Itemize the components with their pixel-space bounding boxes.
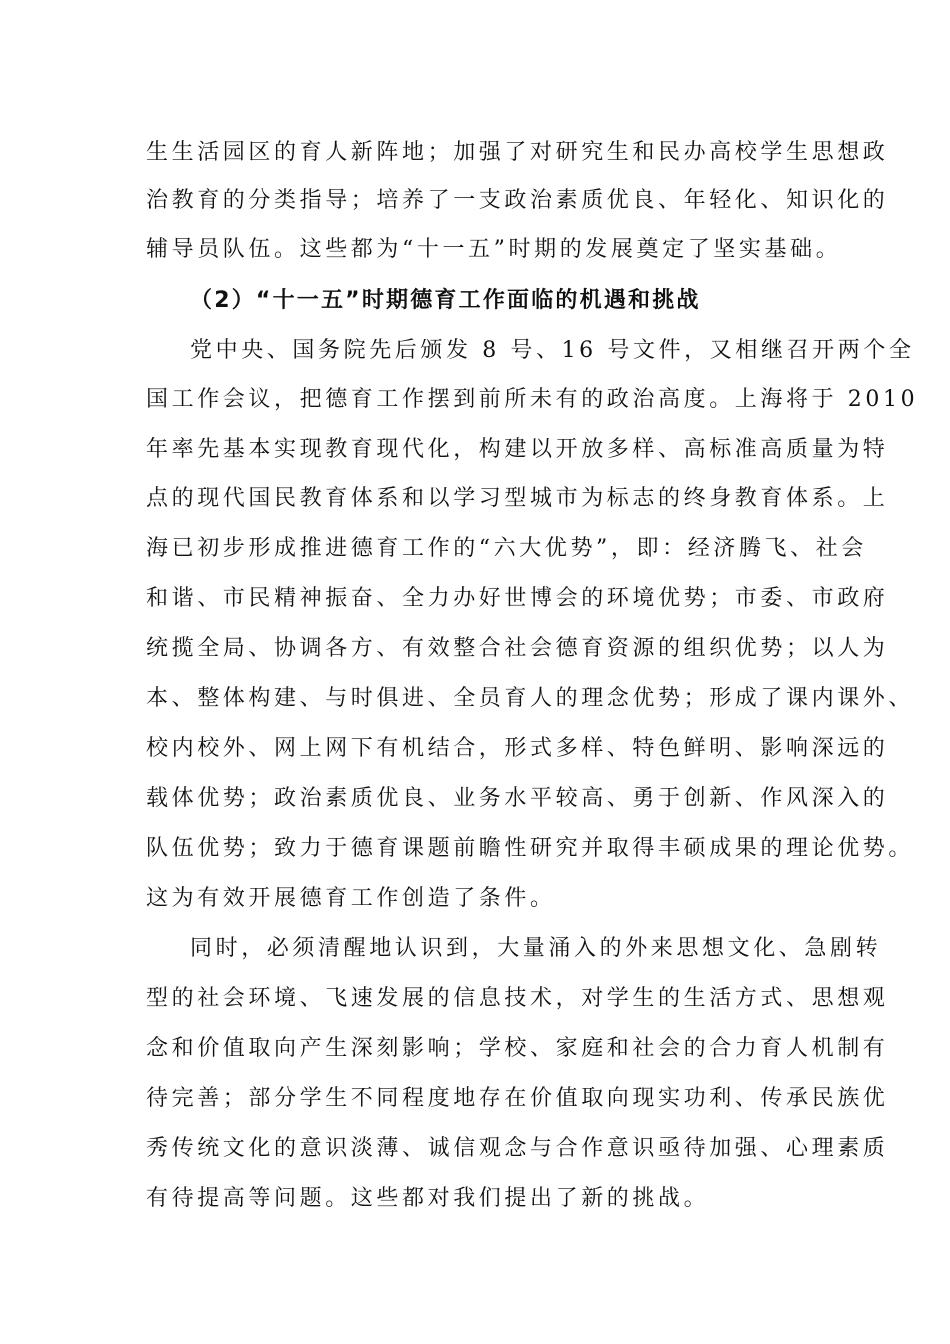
text-line: 型的社会环境、飞速发展的信息技术，对学生的生活方式、思想观 — [146, 986, 889, 1011]
text-line: 队伍优势；致力于德育课题前瞻性研究并取得丰硕成果的理论优势。 — [146, 836, 915, 861]
text-line: 点的现代国民教育体系和以学习型城市为标志的终身教育体系。上 — [146, 486, 889, 511]
section-heading: （2）“十一五”时期德育工作面临的机遇和挑战 — [190, 288, 701, 313]
text-line: 有待提高等问题。这些都对我们提出了新的挑战。 — [146, 1186, 710, 1211]
text-line: 生生活园区的育人新阵地；加强了对研究生和民办高校学生思想政 — [146, 140, 889, 165]
text-line: 辅导员队伍。这些都为“十一五”时期的发展奠定了坚实基础。 — [146, 237, 842, 262]
text-line: 本、整体构建、与时俱进、全员育人的理念优势；形成了课内课外、 — [146, 686, 915, 711]
text-line: 载体优势；政治素质优良、业务水平较高、勇于创新、作风深入的 — [146, 786, 889, 811]
text-line: 这为有效开展德育工作创造了条件。 — [146, 886, 556, 911]
text-line: 同时，必须清醒地认识到，大量涌入的外来思想文化、急剧转 — [190, 936, 882, 961]
text-line: 治教育的分类指导；培养了一支政治素质优良、年轻化、知识化的 — [146, 188, 889, 213]
text-line: 党中央、国务院先后颁发 8 号、16 号文件，又相继召开两个全 — [190, 338, 915, 363]
text-line: 秀传统文化的意识淡薄、诚信观念与合作意识亟待加强、心理素质 — [146, 1136, 889, 1161]
text-line: 年率先基本实现教育现代化，构建以开放多样、高标准高质量为特 — [146, 437, 889, 462]
text-line: 国工作会议，把德育工作摆到前所未有的政治高度。上海将于 2010 — [146, 387, 919, 412]
text-line: 统揽全局、协调各方、有效整合社会德育资源的组织优势；以人为 — [146, 636, 889, 661]
text-line: 待完善；部分学生不同程度地存在价值取向现实功利、传承民族优 — [146, 1086, 889, 1111]
text-line: 念和价值取向产生深刻影响；学校、家庭和社会的合力育人机制有 — [146, 1036, 889, 1061]
text-line: 校内校外、网上网下有机结合，形式多样、特色鲜明、影响深远的 — [146, 736, 889, 761]
text-line: 海已初步形成推进德育工作的“六大优势”，即：经济腾飞、社会 — [146, 536, 867, 561]
text-line: 和谐、市民精神振奋、全力办好世博会的环境优势；市委、市政府 — [146, 586, 889, 611]
